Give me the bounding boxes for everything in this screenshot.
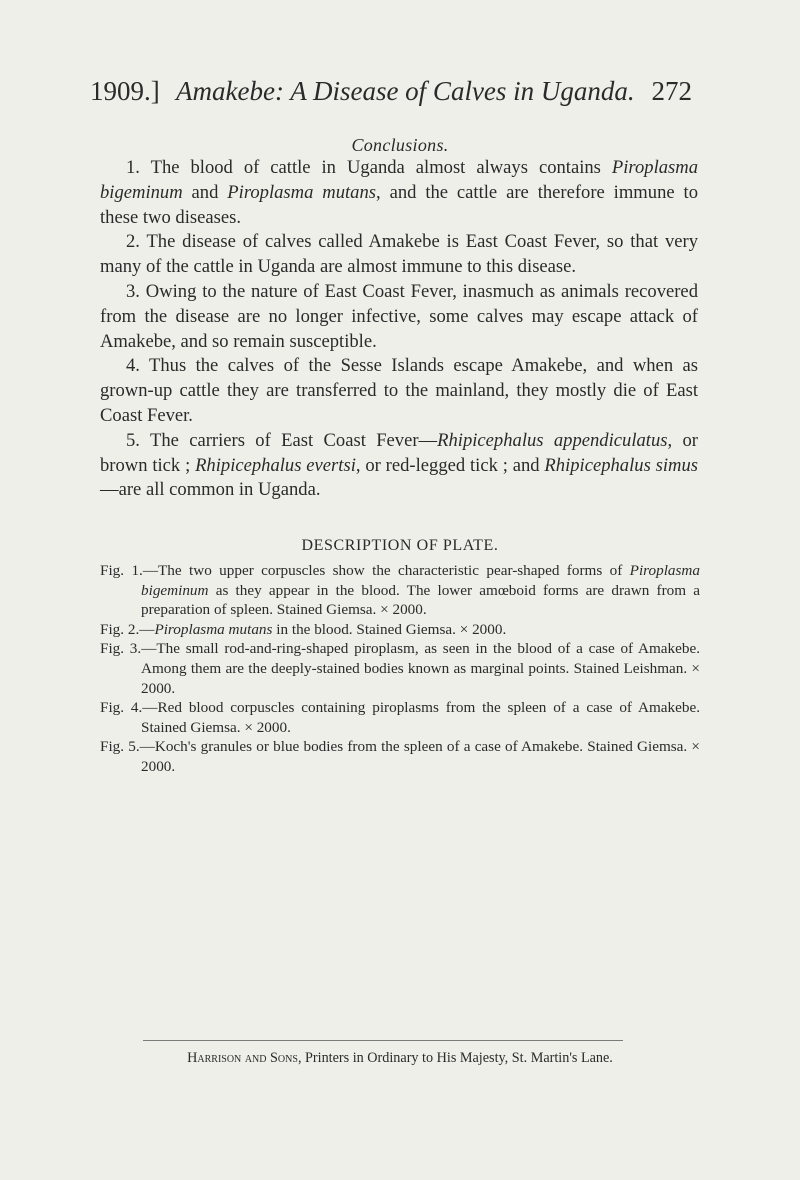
text-run: in the blood. Stained Giemsa. × 2000.: [272, 620, 507, 638]
italic-term: Rhipicephalus simus: [544, 454, 699, 476]
conclusion-item: [100, 354, 698, 428]
text-run: Fig. 4.—Red blood corpuscles containing piroplasms from the spleen of a case of Amakebe. Stained Giemsa. × 2000.: [100, 699, 700, 736]
plate-description-heading: DESCRIPTION OF PLATE.: [301, 537, 499, 554]
italic-term: Piroplasma mutans: [154, 620, 273, 638]
page-number: 272: [651, 76, 692, 106]
text-run: 3. Owing to the nature of East Coast Fever, inasmuch as animals recovered from the disease are no longer infective, some calves may escape attack of Amakebe, and so remain susceptible.: [100, 280, 698, 352]
text-run: 4. Thus the calves of the Sesse Islands escape Amakebe, and when as grown-up cattle they are transferred to the mainland, they mostly die of East Coast Fever.: [100, 355, 698, 426]
conclusion-item: [100, 280, 698, 354]
header-year: 1909.]: [90, 76, 160, 106]
text-run: 2. The disease of calves called Amakebe is East Coast Fever, so that very many of the cattle in Uganda are almost immune to this disease.: [100, 231, 698, 278]
text-run: , or red-legged tick ; and: [355, 454, 545, 476]
conclusions-list: [100, 156, 698, 503]
conclusion-item: [100, 230, 698, 280]
figure-description: [100, 561, 700, 620]
running-header: [90, 76, 692, 112]
text-run: Fig. 3.—The small rod-and-ring-shaped piroplasm, as seen in the blood of a case of Amakebe. Among them are the deeply-stained bodies known as marginal points. Stained Leishman. × 2000.: [100, 640, 700, 697]
text-run: —are all common in Uganda.: [100, 479, 321, 501]
italic-term: Rhipicephalus evertsi: [195, 454, 356, 476]
italic-term: Rhipicephalus appendiculatus: [437, 429, 668, 451]
text-run: Fig. 1.—The two upper corpuscles show the characteristic pear-shaped forms of: [100, 562, 630, 579]
figure-description: [100, 620, 700, 640]
text-run: Fig. 2.—: [100, 620, 155, 638]
italic-term: Piroplasma mutans: [227, 181, 377, 203]
conclusions-heading: Conclusions.: [351, 135, 449, 155]
figure-descriptions: [100, 561, 700, 777]
text-run: and: [182, 181, 228, 203]
text-run: , or brown tick ;: [100, 429, 698, 476]
figure-description: [100, 737, 700, 776]
header-title: Amakebe: A Disease of Calves in Uganda.: [176, 76, 635, 106]
text-run: Fig. 5.—Koch's granules or blue bodies from the spleen of a case of Amakebe. Stained Giemsa. × 2000.: [100, 738, 700, 775]
text-run: 5. The carriers of East Coast Fever—: [126, 429, 438, 451]
printer-name: Harrison and Sons: [187, 1050, 298, 1066]
figure-description: [100, 698, 700, 737]
printer-imprint: [100, 1050, 700, 1067]
printer-details: , Printers in Ordinary to His Majesty, St. Martin's Lane.: [297, 1050, 613, 1066]
text-run: , and the cattle are therefore immune to these two diseases.: [100, 181, 698, 228]
figure-description: [100, 639, 700, 698]
footer-rule: [143, 1040, 623, 1041]
italic-term: Piroplasma bigeminum: [100, 157, 698, 203]
italic-term: Piroplasma bigeminum: [141, 562, 700, 599]
conclusion-item: [100, 156, 698, 230]
text-run: as they appear in the blood. The lower amœboid forms are drawn from a preparation of spleen. Stained Giemsa. × 2000.: [141, 581, 700, 619]
text-run: 1. The blood of cattle in Uganda almost always contains: [126, 157, 612, 178]
conclusion-item: [100, 429, 698, 503]
